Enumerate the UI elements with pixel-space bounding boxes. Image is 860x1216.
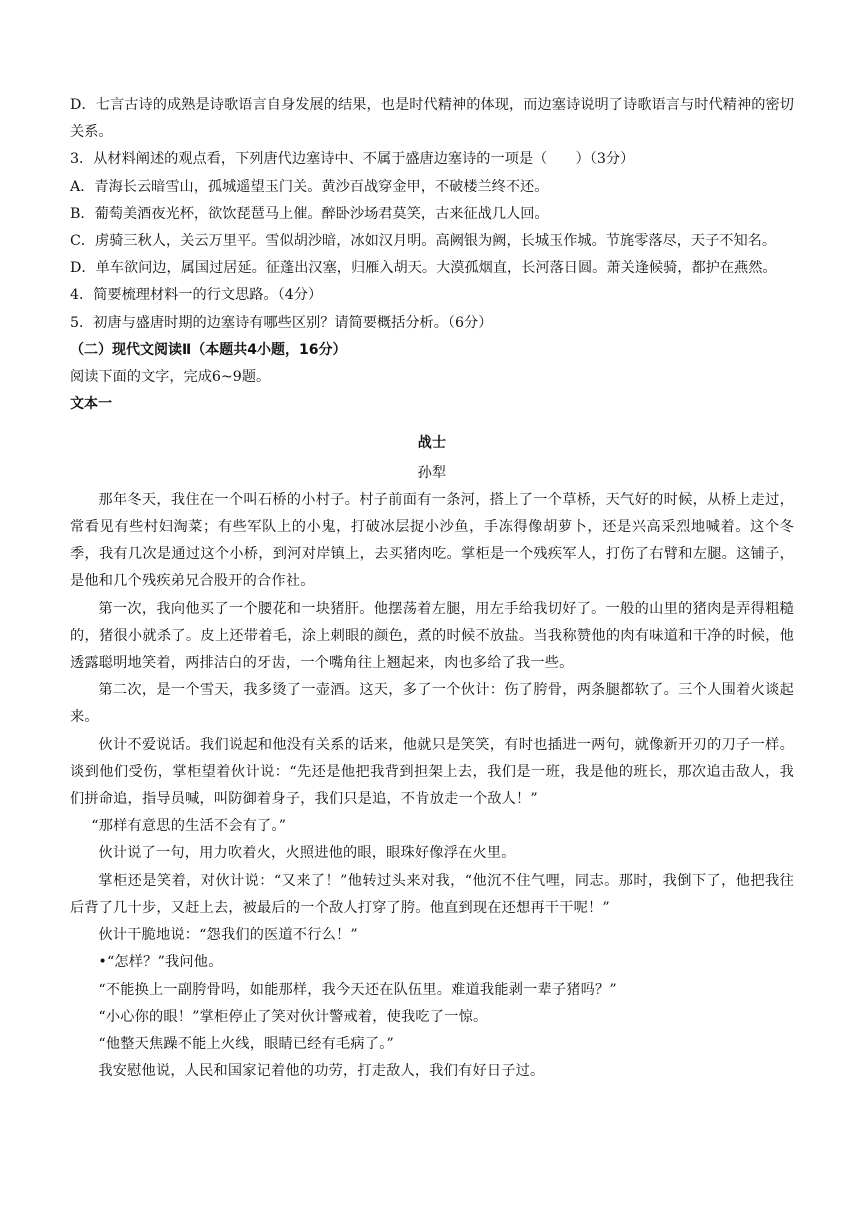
story-paragraph: 那年冬天，我住在一个叫石桥的小村子。村子前面有一条河，搭上了一个草桥，天气好的时候，从桥上走过，常看见有些村妇淘菜；有些军队上的小鬼，打破冰层捉小沙鱼，手冻得像胡萝卜，还是兴高采烈地喊着。这个冬季，我有几次是通过这个小桥，到河对岸镇上，去买猪肉吃。掌柜是一个残疾军人，打伤了右臂和左腿。这铺子，是他和几个残疾弟兄合股开的合作社。 — [70, 491, 794, 590]
story-paragraph: 我安慰他说，人民和国家记着他的功劳，打走敌人，我们有好日子过。 — [98, 1063, 545, 1080]
story-paragraph: “他整天焦躁不能上火线，眼睛已经有毛病了。” — [98, 1035, 394, 1052]
story — [70, 430, 794, 1085]
story-paragraph: 伙计说了一句，用力吹着火，火照进他的眼，眼珠好像浮在火里。 — [98, 845, 516, 862]
story-paragraph: •“怎样？”我问他。 — [98, 954, 223, 971]
text-label: 文本一 — [70, 396, 112, 413]
q3-stem: 3．从材料阐述的观点看，下列唐代边塞诗中、不属于盛唐边塞诗的一项是（ ）（3分） — [70, 151, 635, 168]
story-paragraph: “小心你的眼！”掌柜停止了笑对伙计警戒着，使我吃了一惊。 — [98, 1008, 488, 1025]
story-paragraph: 伙计干脆地说：“怨我们的医道不行么！” — [98, 927, 358, 944]
q2-option-d: D．七言古诗的成熟是诗歌语言自身发展的结果，也是时代精神的体现，而边塞诗说明了诗歌语言与时代精神的密切关系。 — [70, 97, 794, 141]
story-author: 孙犁 — [417, 464, 447, 481]
story-title: 战士 — [417, 435, 447, 452]
story-paragraph: “那样有意思的生活不会有了。” — [91, 818, 287, 835]
q3-option-b: B．葡萄美酒夜光杯，欲饮琵琶马上催。醉卧沙场君莫笑，古来征战几人回。 — [70, 205, 549, 222]
document-page — [70, 92, 794, 1085]
question-5: 5．初唐与盛唐时期的边塞诗有哪些区别？请简要概括分析。（6分） — [70, 314, 493, 331]
q3-option-c: C．虏骑三秋人，关云万里平。雪似胡沙暗，冰如汉月明。高阙银为阙，长城玉作城。节旄零落尽，天子不知名。 — [70, 233, 777, 250]
story-paragraph: “不能换上一副胯骨吗，如能那样，我今天还在队伍里。难道我能剥一辈子猪吗？” — [98, 981, 617, 998]
story-paragraph: 第一次，我向他买了一个腰花和一块猪肝。他摆荡着左腿，用左手给我切好了。一般的山里的猪肉是弄得粗糙的，猪很小就杀了。皮上还带着毛，涂上刺眼的颜色，煮的时候不放盐。当我称赞他的肉有味道和干净的时候，他透露聪明地笑着，两排洁白的牙齿，一个嘴角往上翘起来，肉也多给了我一些。 — [70, 600, 794, 672]
question-4: 4．简要梳理材料一的行文思路。（4分） — [70, 287, 323, 304]
story-paragraph: 掌柜还是笑着，对伙计说：“又来了！”他转过头来对我，“他沉不住气哩，同志。那时，我倒下了，他把我往后背了几十步，又赶上去，被最后的一个敌人打穿了胯。他直到现在还想再干干呢！” — [70, 872, 794, 916]
q3-option-a: A．青海长云暗雪山，孤城遥望玉门关。黄沙百战穿金甲，不破楼兰终不还。 — [70, 178, 549, 195]
story-paragraph: 第二次，是一个雪天，我多烫了一壶酒。这天，多了一个伙计：伤了胯骨，两条腿都软了。三个人围着火谈起来。 — [70, 682, 794, 726]
q3-option-d: D．单车欲问边，属国过居延。征蓬出汉塞，归雁入胡天。大漠孤烟直，长河落日圆。萧关逢候骑，都护在燕然。 — [70, 260, 777, 277]
section-heading: （二）现代文阅读Ⅱ（本题共4小题，16分） — [70, 341, 347, 358]
story-paragraph: 伙计不爱说话。我们说起和他没有关系的话来，他就只是笑笑，有时也插进一两句，就像新开刃的刀子一样。谈到他们受伤，掌柜望着伙计说：“先还是他把我背到担架上去，我们是一班，我是他的班长，那次追击敌人，我们拼命追，指导员喊，叫防御着身子，我们只是追，不肯放走一个敌人！” — [70, 736, 794, 808]
section-instruction: 阅读下面的文字，完成6~9题。 — [70, 369, 271, 386]
